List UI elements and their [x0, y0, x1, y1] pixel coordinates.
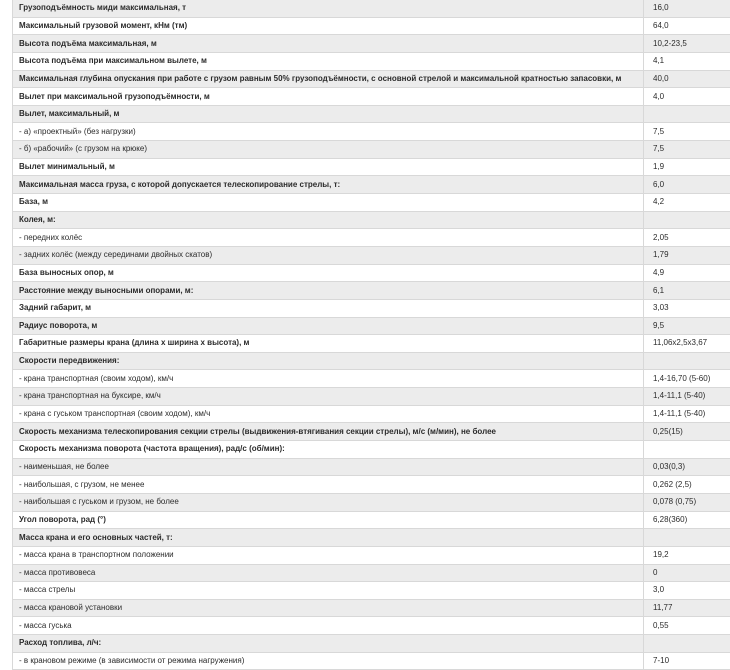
spec-value: 40,0: [644, 70, 730, 88]
spec-value: [644, 635, 730, 653]
table-row: [13, 564, 730, 582]
spec-label: Радиус поворота, м: [13, 317, 644, 335]
spec-label: Расстояние между выносными опорами, м:: [13, 282, 644, 300]
spec-label: - в крановом режиме (в зависимости от режима нагружения): [13, 652, 644, 670]
spec-label: - масса крана в транспортном положении: [13, 546, 644, 564]
table-row: [13, 194, 730, 212]
spec-value: 9,5: [644, 317, 730, 335]
table-row: [13, 476, 730, 494]
table-row: [13, 0, 730, 17]
spec-label: - наибольшая с гуськом и грузом, не более: [13, 493, 644, 511]
spec-value: 7,5: [644, 141, 730, 159]
spec-value: 0,262 (2,5): [644, 476, 730, 494]
spec-label: Расход топлива, л/ч:: [13, 635, 644, 653]
table-row: [13, 370, 730, 388]
spec-value: 4,2: [644, 194, 730, 212]
table-row: [13, 635, 730, 653]
table-row: [13, 511, 730, 529]
table-row: [13, 529, 730, 547]
spec-value: 10,2-23,5: [644, 35, 730, 53]
spec-label: - задних колёс (между серединами двойных скатов): [13, 246, 644, 264]
spec-value: 0: [644, 564, 730, 582]
spec-value: 0,078 (0,75): [644, 493, 730, 511]
spec-value: 11,77: [644, 599, 730, 617]
spec-value: 4,9: [644, 264, 730, 282]
spec-value: 11,06х2,5х3,67: [644, 335, 730, 353]
table-row: [13, 105, 730, 123]
table-row: [13, 405, 730, 423]
spec-value: 4,1: [644, 52, 730, 70]
table-row: [13, 35, 730, 53]
spec-value: 19,2: [644, 546, 730, 564]
spec-label: Масса крана и его основных частей, т:: [13, 529, 644, 547]
spec-value: 0,03(0,3): [644, 458, 730, 476]
spec-label: Угол поворота, рад (°): [13, 511, 644, 529]
table-row: [13, 423, 730, 441]
table-row: [13, 246, 730, 264]
spec-value: 1,79: [644, 246, 730, 264]
table-row: [13, 229, 730, 247]
spec-value: 3,0: [644, 582, 730, 600]
table-row: [13, 176, 730, 194]
spec-value: 7-10: [644, 652, 730, 670]
table-row: [13, 599, 730, 617]
table-row: [13, 299, 730, 317]
spec-value: 6,0: [644, 176, 730, 194]
spec-label: - б) «рабочий» (с грузом на крюке): [13, 141, 644, 159]
spec-label: Габаритные размеры крана (длина х ширина х высота), м: [13, 335, 644, 353]
table-row: [13, 141, 730, 159]
spec-value: 6,1: [644, 282, 730, 300]
spec-value: 7,5: [644, 123, 730, 141]
spec-label: База, м: [13, 194, 644, 212]
spec-label: - масса гуська: [13, 617, 644, 635]
specifications-table-body: [13, 0, 730, 670]
spec-label: - крана с гуськом транспортная (своим ходом), км/ч: [13, 405, 644, 423]
spec-label: Вылет при максимальной грузоподъёмности, м: [13, 88, 644, 106]
spec-value: 64,0: [644, 17, 730, 35]
spec-label: Скорость механизма телескопирования секции стрелы (выдвижения-втягивания секции стрелы), м/с (м/мин), не более: [13, 423, 644, 441]
spec-value: 1,4-11,1 (5-40): [644, 388, 730, 406]
spec-label: Колея, м:: [13, 211, 644, 229]
table-row: [13, 352, 730, 370]
spec-value: [644, 211, 730, 229]
table-row: [13, 70, 730, 88]
spec-label: Максимальный грузовой момент, кНм (тм): [13, 17, 644, 35]
table-row: [13, 123, 730, 141]
table-row: [13, 458, 730, 476]
table-row: [13, 441, 730, 459]
spec-label: Грузоподъёмность миди максимальная, т: [13, 0, 644, 17]
table-row: [13, 582, 730, 600]
table-row: [13, 652, 730, 670]
spec-label: - наибольшая, с грузом, не менее: [13, 476, 644, 494]
spec-label: Максимальная глубина опускания при работе с грузом равным 50% грузоподъёмности, с основной стрелой и максимальной кратностью запасовки, м: [13, 70, 644, 88]
table-row: [13, 158, 730, 176]
table-row: [13, 52, 730, 70]
table-row: [13, 17, 730, 35]
spec-label: Скорости передвижения:: [13, 352, 644, 370]
spec-label: - масса противовеса: [13, 564, 644, 582]
spec-label: - наименьшая, не более: [13, 458, 644, 476]
spec-label: Высота подъёма при максимальном вылете, м: [13, 52, 644, 70]
table-row: [13, 493, 730, 511]
table-row: [13, 388, 730, 406]
spec-label: Высота подъёма максимальная, м: [13, 35, 644, 53]
spec-value: [644, 529, 730, 547]
spec-label: Максимальная масса груза, с которой допускается телескопирование стрелы, т:: [13, 176, 644, 194]
spec-label: Задний габарит, м: [13, 299, 644, 317]
spec-label: - крана транспортная (своим ходом), км/ч: [13, 370, 644, 388]
spec-value: 1,9: [644, 158, 730, 176]
spec-label: - а) «проектный» (без нагрузки): [13, 123, 644, 141]
table-row: [13, 88, 730, 106]
table-row: [13, 282, 730, 300]
spec-value: [644, 441, 730, 459]
spec-value: 1,4-16,70 (5-60): [644, 370, 730, 388]
spec-value: 1,4-11,1 (5-40): [644, 405, 730, 423]
spec-label: - масса крановой установки: [13, 599, 644, 617]
spec-value: 0,25(15): [644, 423, 730, 441]
spec-value: 2,05: [644, 229, 730, 247]
spec-label: - крана транспортная на буксире, км/ч: [13, 388, 644, 406]
spec-label: - передних колёс: [13, 229, 644, 247]
spec-label: Вылет, максимальный, м: [13, 105, 644, 123]
spec-value: 6,28(360): [644, 511, 730, 529]
table-row: [13, 264, 730, 282]
spec-label: Скорость механизма поворота (частота вращения), рад/с (об/мин):: [13, 441, 644, 459]
spec-value: 16,0: [644, 0, 730, 17]
spec-value: [644, 105, 730, 123]
table-row: [13, 617, 730, 635]
spec-value: 4,0: [644, 88, 730, 106]
table-row: [13, 546, 730, 564]
specifications-table: [12, 0, 730, 670]
spec-label: База выносных опор, м: [13, 264, 644, 282]
table-row: [13, 335, 730, 353]
spec-value: 3,03: [644, 299, 730, 317]
table-row: [13, 211, 730, 229]
spec-value: 0,55: [644, 617, 730, 635]
spec-label: - масса стрелы: [13, 582, 644, 600]
table-row: [13, 317, 730, 335]
spec-value: [644, 352, 730, 370]
spec-label: Вылет минимальный, м: [13, 158, 644, 176]
